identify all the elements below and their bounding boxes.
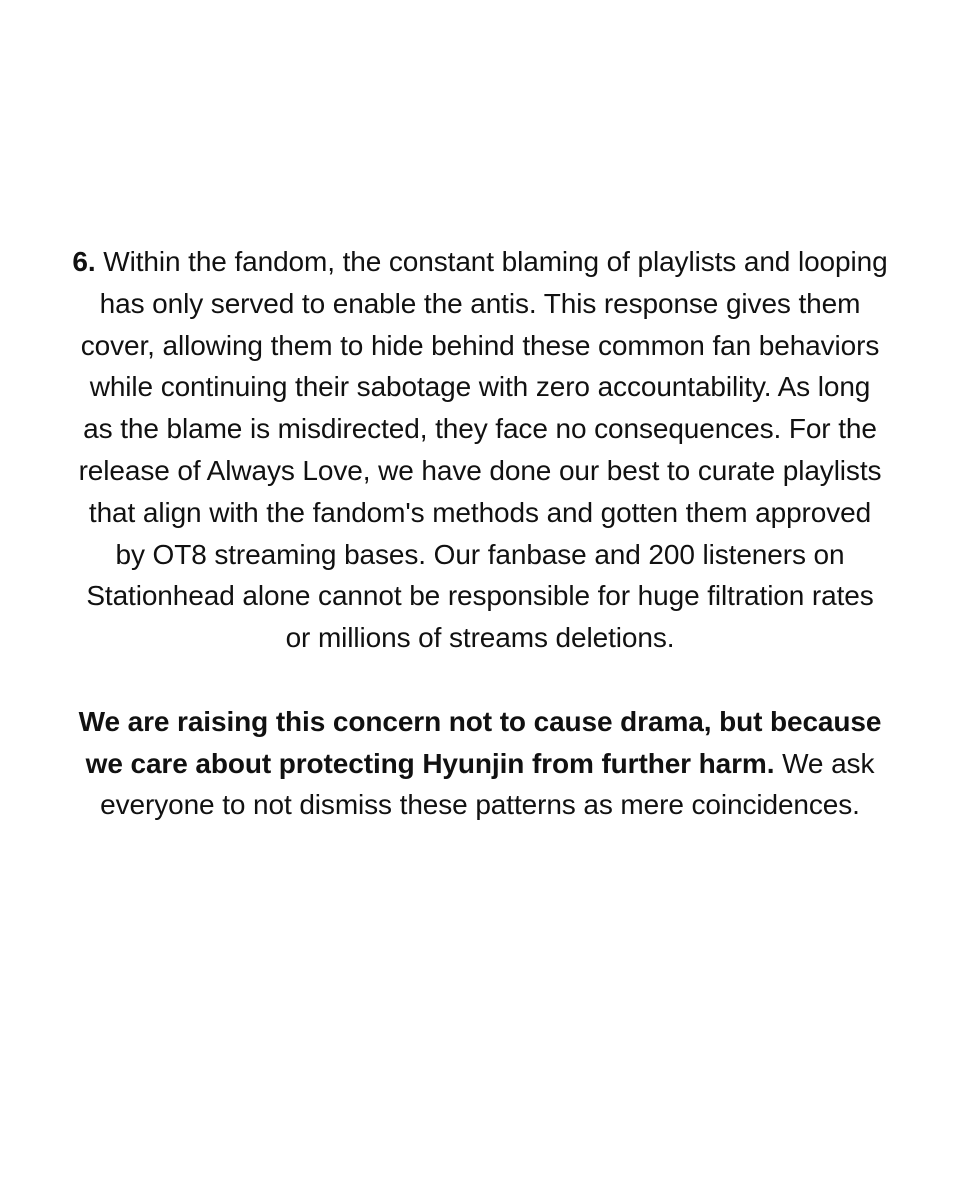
point-6-text: Within the fandom, the constant blaming of playlists and looping has only served to enable the antis. This response gives them cover, allowing them to hide behind these common fan behaviors while continuing their sabotage with zero accountability. As long as the blame is misdirected, they face no consequences. For the release of Always Love, we have done our best to curate playlists that align with the fandom's methods and gotten them approved by OT8 streaming bases. Our fanbase and 200 listeners on Stationhead alone cannot be responsible for huge filtration rates or millions of streams deletions. xyxy=(78,246,888,654)
statement-body xyxy=(72,241,888,826)
closing-text: We ask everyone to not dismiss these patterns as mere coincidences. xyxy=(100,747,875,821)
paragraph-closing xyxy=(72,701,888,826)
closing-bold-statement: We are raising this concern not to cause drama, but because we care about protecting Hyunjin from further harm. xyxy=(78,705,882,779)
paragraph-point-6 xyxy=(72,241,888,659)
point-number: 6. xyxy=(72,246,96,277)
